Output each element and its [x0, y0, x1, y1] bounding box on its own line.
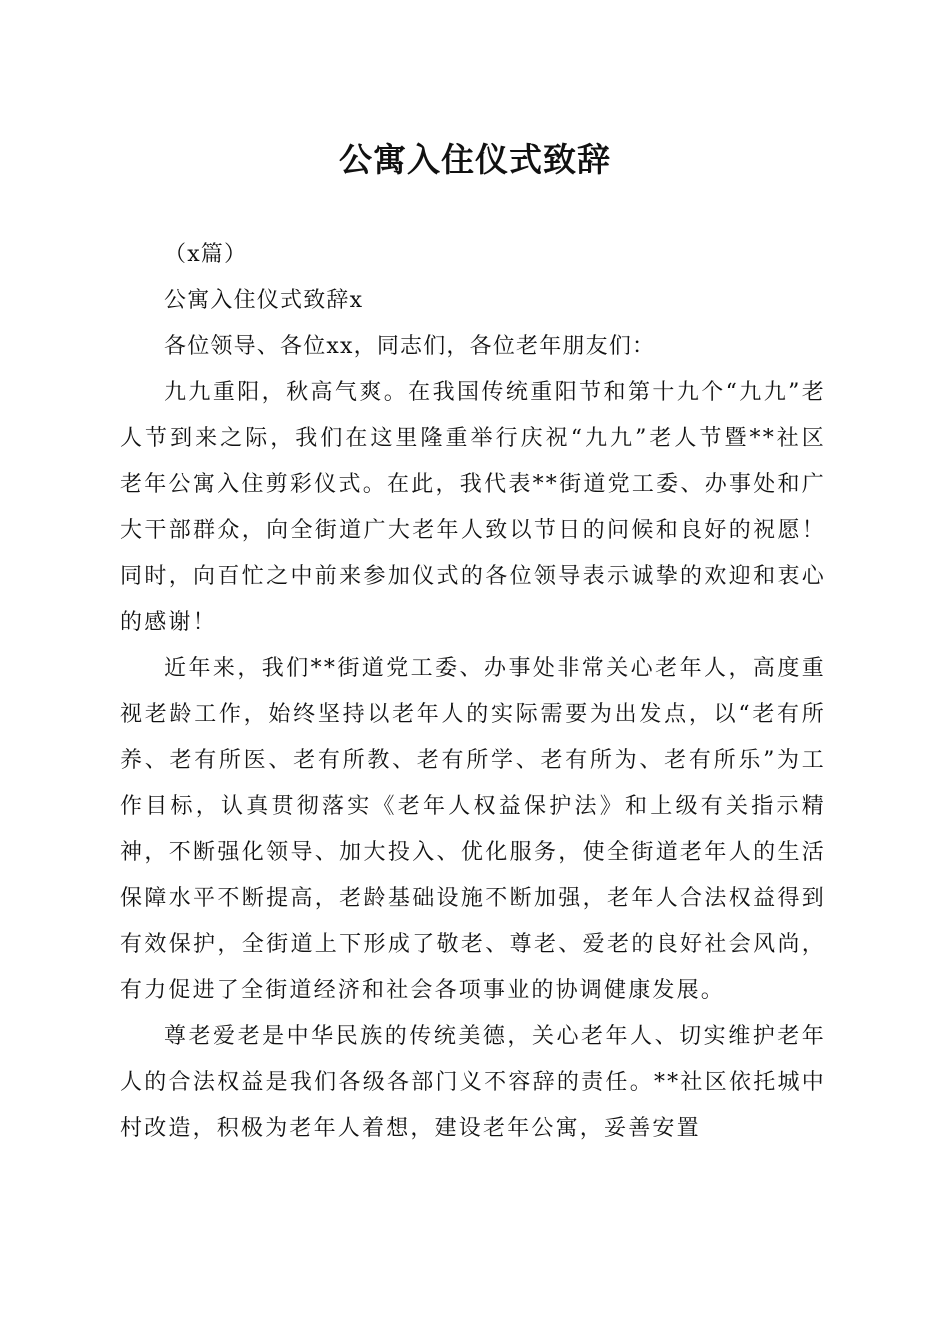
document-body [120, 232, 826, 1152]
paragraph-achievements: 近年来，我们**街道党工委、办事处非常关心老年人，高度重视老龄工作，始终坚持以老年人的实际需要为出发点，以“老有所养、老有所医、老有所教、老有所学、老有所为、老有所乐”为工作目标，认真贯彻落实《老年人权益保护法》和上级有关指示精神，不断强化领导、加大投入、优化服务，使全街道老年人的生活保障水平不断提高，老龄基础设施不断加强，老年人合法权益得到有效保护，全街道上下形成了敬老、尊老、爱老的良好社会风尚，有力促进了全街道经济和社会各项事业的协调健康发展。 [120, 656, 826, 1003]
paragraph-opening: 九九重阳，秋高气爽。在我国传统重阳节和第十九个“九九”老人节到来之际，我们在这里隆重举行庆祝“九九”老人节暨**社区老年公寓入住剪彩仪式。在此，我代表**街道党工委、办事处和广大干部群众，向全街道广大老年人致以节日的问候和良好的祝愿！同时，向百忙之中前来参加仪式的各位领导表示诚挚的欢迎和衷心的感谢！ [120, 380, 826, 635]
paragraph-section-count: （x篇） [164, 242, 248, 267]
document-title: 公寓入住仪式致辞 [339, 140, 611, 179]
paragraph-subtitle: 公寓入住仪式致辞x [164, 288, 364, 313]
paragraph-salutation: 各位领导、各位xx，同志们，各位老年朋友们： [164, 334, 656, 359]
paragraph-tradition: 尊老爱老是中华民族的传统美德，关心老年人、切实维护老年人的合法权益是我们各级各部门义不容辞的责任。**社区依托城中村改造，积极为老年人着想，建设老年公寓，妥善安置 [120, 1024, 826, 1141]
